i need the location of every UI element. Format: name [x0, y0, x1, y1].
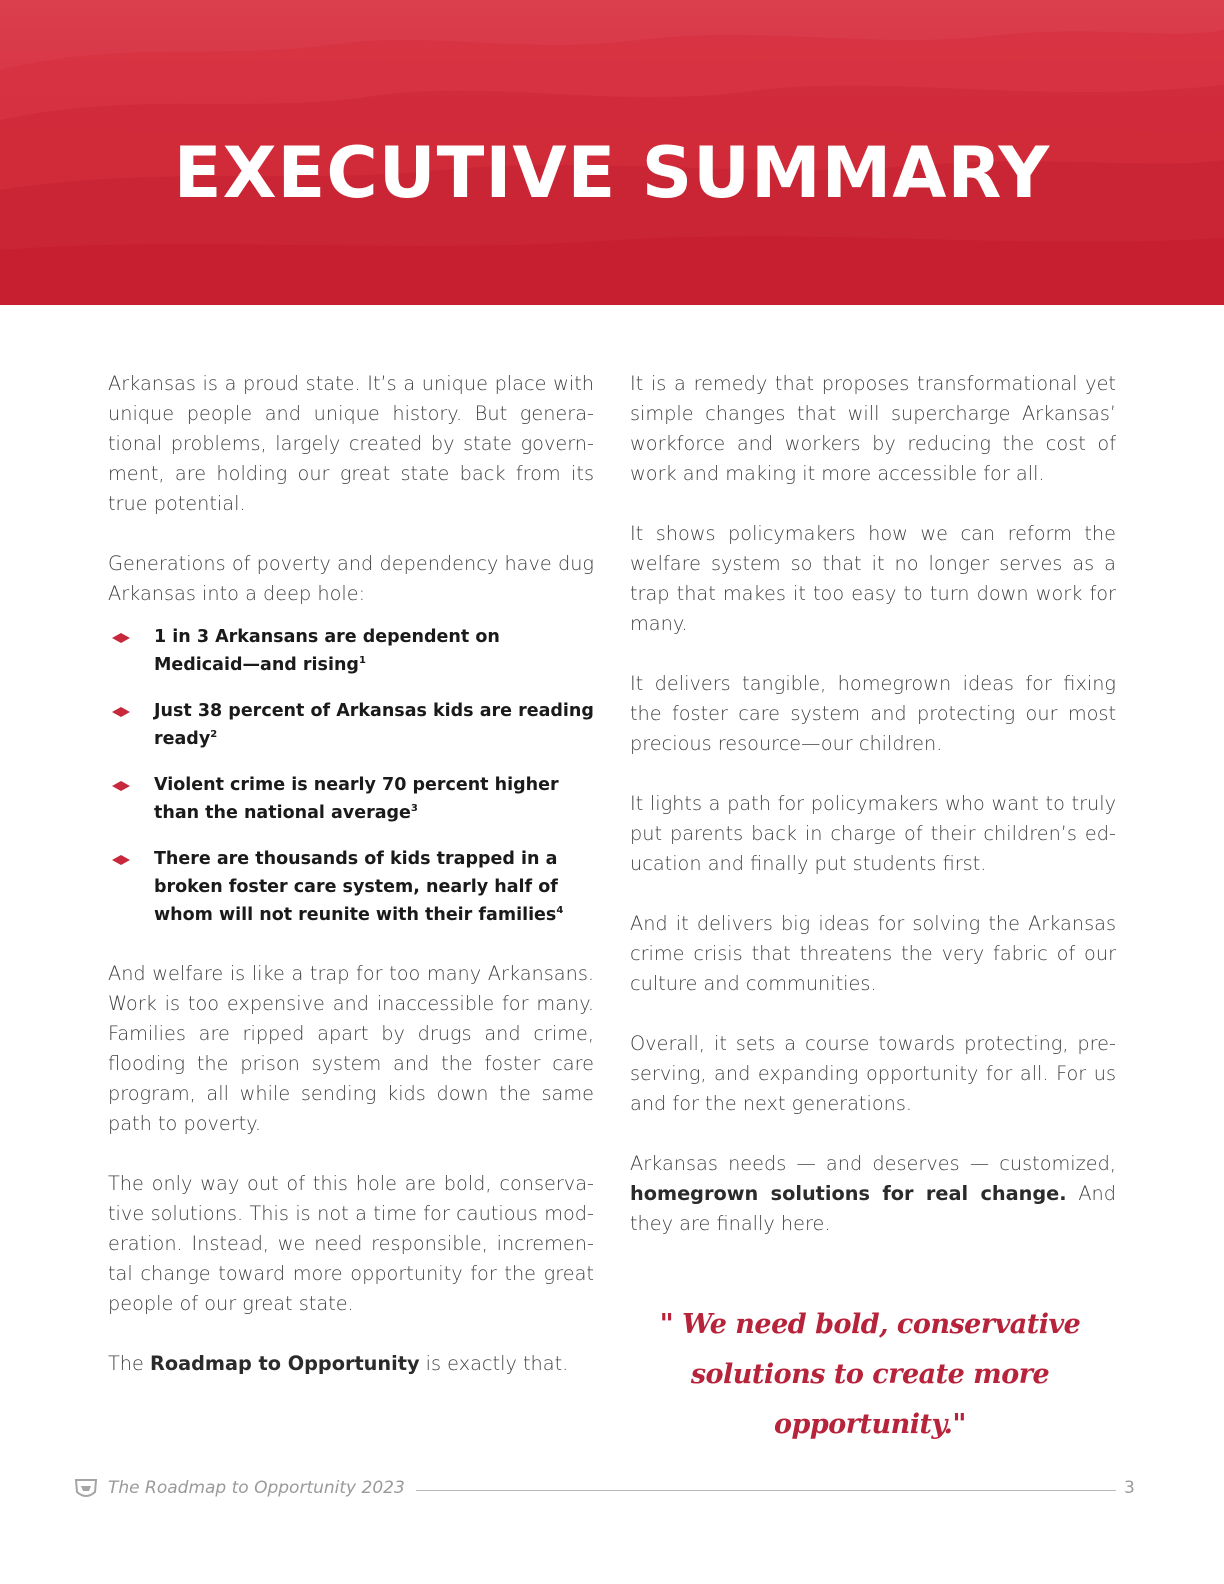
- roadmap-paragraph: The Roadmap to Opportunity is exactly that.: [108, 1352, 569, 1375]
- intro-paragraph: Arkansas is a proud state. It’s a unique place with unique people and unique history. But generational problems, largely created by state government, are holding our great state back from its true potential.: [108, 372, 594, 515]
- footnote-marker: 2: [210, 729, 218, 741]
- pull-quote-line-2: solutions to create more opportunity.": [690, 1359, 1050, 1440]
- poverty-paragraph: Generations of poverty and dependency have dug Arkansas into a deep hole:: [108, 552, 594, 605]
- page-number: 3: [1124, 1478, 1135, 1498]
- footer-title: The Roadmap to Opportunity 2023: [108, 1478, 405, 1498]
- statistics-list: [108, 623, 594, 929]
- education-paragraph: It lights a path for policymakers who want to truly put parents back in charge of their children’s education and finally put students first.: [630, 792, 1116, 875]
- diamond-bullet-icon: [112, 707, 130, 717]
- footer-divider: [416, 1490, 1116, 1491]
- page-footer: [72, 1476, 1152, 1506]
- overall-paragraph: Overall, it sets a course towards protecting, preserving, and expanding opportunity for all. For us and for the next generations.: [630, 1032, 1116, 1115]
- pull-quote-line-1: " We need bold, conservative: [659, 1309, 1081, 1340]
- solutions-paragraph: The only way out of this hole are bold, conservative solutions. This is not a time for cautious moderation. Instead, we need responsible, incremental change toward more opportunity for the great people of our great state.: [108, 1172, 594, 1315]
- crime-paragraph: And it delivers big ideas for solving the Arkansas crime crisis that threatens the very fabric of our culture and communities.: [630, 912, 1116, 995]
- organization-logo-icon: [74, 1478, 98, 1500]
- list-item: Just 38 percent of Arkansas kids are reading ready$^2$: [108, 697, 594, 753]
- left-column: [108, 369, 594, 1409]
- header-banner: [0, 0, 1224, 305]
- diamond-bullet-icon: [112, 781, 130, 791]
- list-item: 1 in 3 Arkansans are dependent on Medicaid—and rising$^1$: [108, 623, 594, 679]
- pull-quote: [630, 1300, 1110, 1450]
- list-item: Violent crime is nearly 70 percent higher than the national average$^3$: [108, 771, 594, 827]
- welfare-reform-paragraph: It shows policymakers how we can reform the welfare system so that it no longer serves as a trap that makes it too easy to turn down work for many.: [630, 522, 1116, 635]
- conclusion-paragraph: Arkansas needs — and deserves — customized, homegrown solutions for real change. And they are finally here.: [630, 1152, 1116, 1235]
- footnote-marker: 4: [556, 905, 564, 917]
- foster-care-paragraph: It delivers tangible, homegrown ideas for fixing the foster care system and protecting our most precious resource—our children.: [630, 672, 1116, 755]
- remedy-paragraph: It is a remedy that proposes transformational yet simple changes that will supercharge Arkansas’ workforce and workers by reducing the cost of work and making it more accessible for all.: [630, 372, 1116, 485]
- diamond-bullet-icon: [112, 855, 130, 865]
- footnote-marker: 3: [410, 803, 418, 815]
- diamond-bullet-icon: [112, 633, 130, 643]
- page-title: EXECUTIVE SUMMARY: [173, 132, 1051, 214]
- footnote-marker: 1: [358, 655, 366, 667]
- list-item: There are thousands of kids trapped in a broken foster care system, nearly half of whom will not reunite with their families$^4$: [108, 845, 594, 929]
- welfare-paragraph: And welfare is like a trap for too many Arkansans. Work is too expensive and inaccessible for many. Families are ripped apart by drugs and crime, flooding the prison system and the foster care program, all while sending kids down the same path to poverty.: [108, 962, 594, 1135]
- right-column: [630, 369, 1116, 1269]
